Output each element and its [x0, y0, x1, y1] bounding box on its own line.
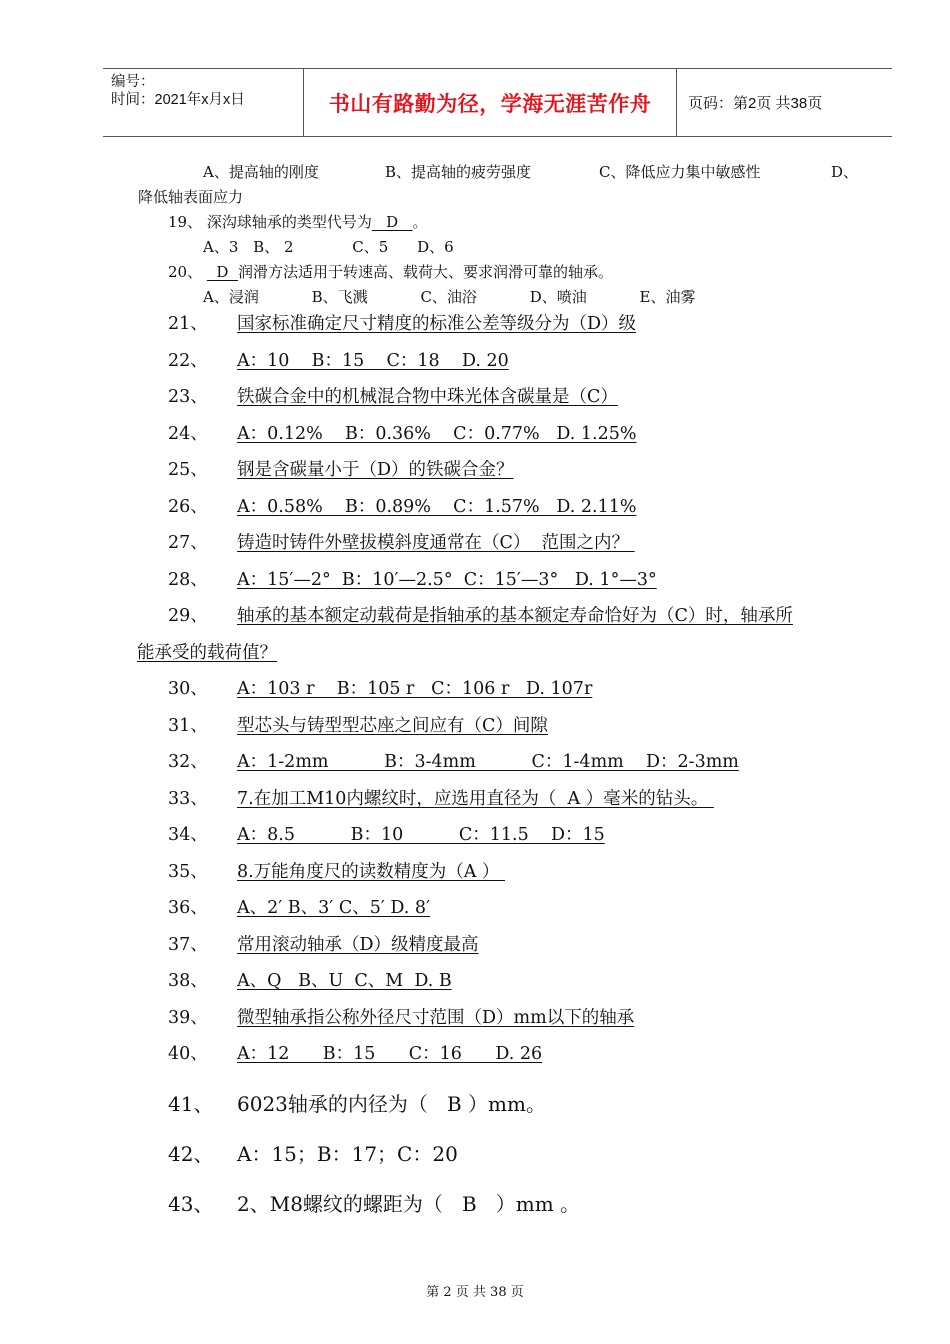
q20-answer: D [206, 263, 238, 281]
item-number: 23、 [168, 387, 208, 407]
item-number: 29、 [168, 606, 208, 626]
q19-option-c: C、5 [352, 238, 389, 256]
item-text: 7.在加工M10内螺纹时，应选用直径为（ A ）毫米的钻头。 [237, 789, 714, 809]
item-text: 铁碳合金中的机械混合物中珠光体含碳量是（C） [237, 387, 618, 407]
q20-options [203, 286, 695, 307]
item-number: 21、 [168, 314, 208, 334]
item-number: 30、 [168, 679, 208, 699]
item-text: 8.万能角度尺的读数精度为（A ） [237, 862, 505, 882]
question-19 [168, 211, 428, 232]
header-code-label: 编号： [111, 74, 155, 90]
q19-option-b: B、 2 [253, 238, 294, 256]
item-text: 型芯头与铸型型芯座之间应有（C）间隙 [237, 716, 548, 736]
item-text: A：0.58% B：0.89% C：1.57% D. 2.11% [237, 497, 637, 517]
q20-option-a: A、浸润 [203, 288, 259, 306]
item-number: 22、 [168, 351, 208, 371]
item-text: 常用滚动轴承（D）级精度最高 [237, 935, 479, 955]
q20-option-e: E、油雾 [639, 288, 696, 306]
item-text: A：0.12% B：0.36% C：0.77% D. 1.25% [237, 424, 637, 444]
item-number: 25、 [168, 460, 208, 480]
item-number: 43、 [168, 1192, 214, 1216]
q19-option-d: D、6 [417, 238, 454, 256]
item-text: 铸造时铸件外壁拔模斜度通常在（C） 范围之内？ [237, 533, 635, 553]
item-text: A：12 B：15 C：16 D. 26 [237, 1044, 543, 1064]
q19-answer: D [371, 213, 413, 231]
q18-option-a: A、提高轴的刚度 [203, 163, 319, 181]
question-20 [168, 261, 613, 282]
item-number: 32、 [168, 752, 208, 772]
item-text: 微型轴承指公称外径尺寸范围（D）mm以下的轴承 [237, 1008, 635, 1028]
item-number: 42、 [168, 1142, 214, 1166]
header-page-info: 页码：第2页 共38页 [688, 95, 823, 112]
item-text: A：8.5 B：10 C：11.5 D：15 [237, 825, 605, 845]
q18-option-c: C、降低应力集中敏感性 [599, 163, 761, 181]
item-text: 国家标准确定尺寸精度的标准公差等级分为（D）级 [237, 314, 637, 334]
q20-option-d: D、喷油 [529, 288, 587, 306]
item-number: 27、 [168, 533, 208, 553]
q19-prefix: 19、 深沟球轴承的类型代号为 [168, 213, 372, 231]
item-number: 35、 [168, 862, 208, 882]
item-text: A：103 r B：105 r C：106 r D. 107r [237, 679, 593, 699]
item-number: 33、 [168, 789, 208, 809]
header-motto: 书山有路勤为径，学海无涯苦作舟 [328, 91, 652, 116]
item-number: 31、 [168, 716, 208, 736]
header-meta [111, 73, 245, 109]
q18-option-d: D、 [831, 163, 859, 181]
item-text: 6023轴承的内径为（ B ）mm。 [237, 1092, 546, 1116]
item-number: 36、 [168, 898, 208, 918]
item-number: 41、 [168, 1092, 214, 1116]
item-text: A：15′—2° B：10′—2.5° C：15′—3° D. 1°—3° [237, 570, 657, 590]
item-text: A：15；B：17；C：20 [237, 1142, 458, 1166]
item-number: 34、 [168, 825, 208, 845]
item-text: 2、M8螺纹的螺距为（ B ）mm 。 [237, 1192, 581, 1216]
header-divider [676, 69, 677, 136]
header-date: 时间：2021年x月x日 [111, 92, 245, 108]
item-text: A、2′ B、3′ C、5′ D. 8′ [237, 898, 431, 918]
item-number: 39、 [168, 1008, 208, 1028]
q18-option-d-cont: 降低轴表面应力 [138, 188, 244, 206]
item-text: A：10 B：15 C：18 D. 20 [237, 351, 509, 371]
item-number: 40、 [168, 1044, 208, 1064]
list-item-continuation [137, 639, 277, 664]
page-header [103, 68, 892, 137]
page-footer: 第 2 页 共 38 页 [426, 1285, 524, 1300]
item-number: 38、 [168, 971, 208, 991]
q19-suffix: 。 [412, 213, 428, 231]
q20-suffix: 润滑方法适用于转速高、载荷大、要求润滑可靠的轴承。 [237, 263, 613, 281]
item-text: 轴承的基本额定动载荷是指轴承的基本额定寿命恰好为（C）时，轴承所 [237, 606, 793, 626]
q20-option-c: C、油浴 [420, 288, 477, 306]
item-number: 28、 [168, 570, 208, 590]
item-text-cont: 能承受的载荷值？ [137, 643, 277, 663]
q19-options [203, 236, 454, 257]
item-text: A、Q B、U C、M D. B [237, 971, 452, 991]
item-number: 26、 [168, 497, 208, 517]
item-number: 37、 [168, 935, 208, 955]
q20-option-b: B、飞溅 [311, 288, 368, 306]
item-text: A：1-2mm B：3-4mm C：1-4mm D：2-3mm [237, 752, 739, 772]
q20-prefix: 20、 [168, 263, 207, 281]
item-number: 24、 [168, 424, 208, 444]
q18-option-b: B、提高轴的疲劳强度 [385, 163, 532, 181]
item-text: 钢是含碳量小于（D）的铁碳合金？ [237, 460, 514, 480]
q19-option-a: A、3 [203, 238, 239, 256]
